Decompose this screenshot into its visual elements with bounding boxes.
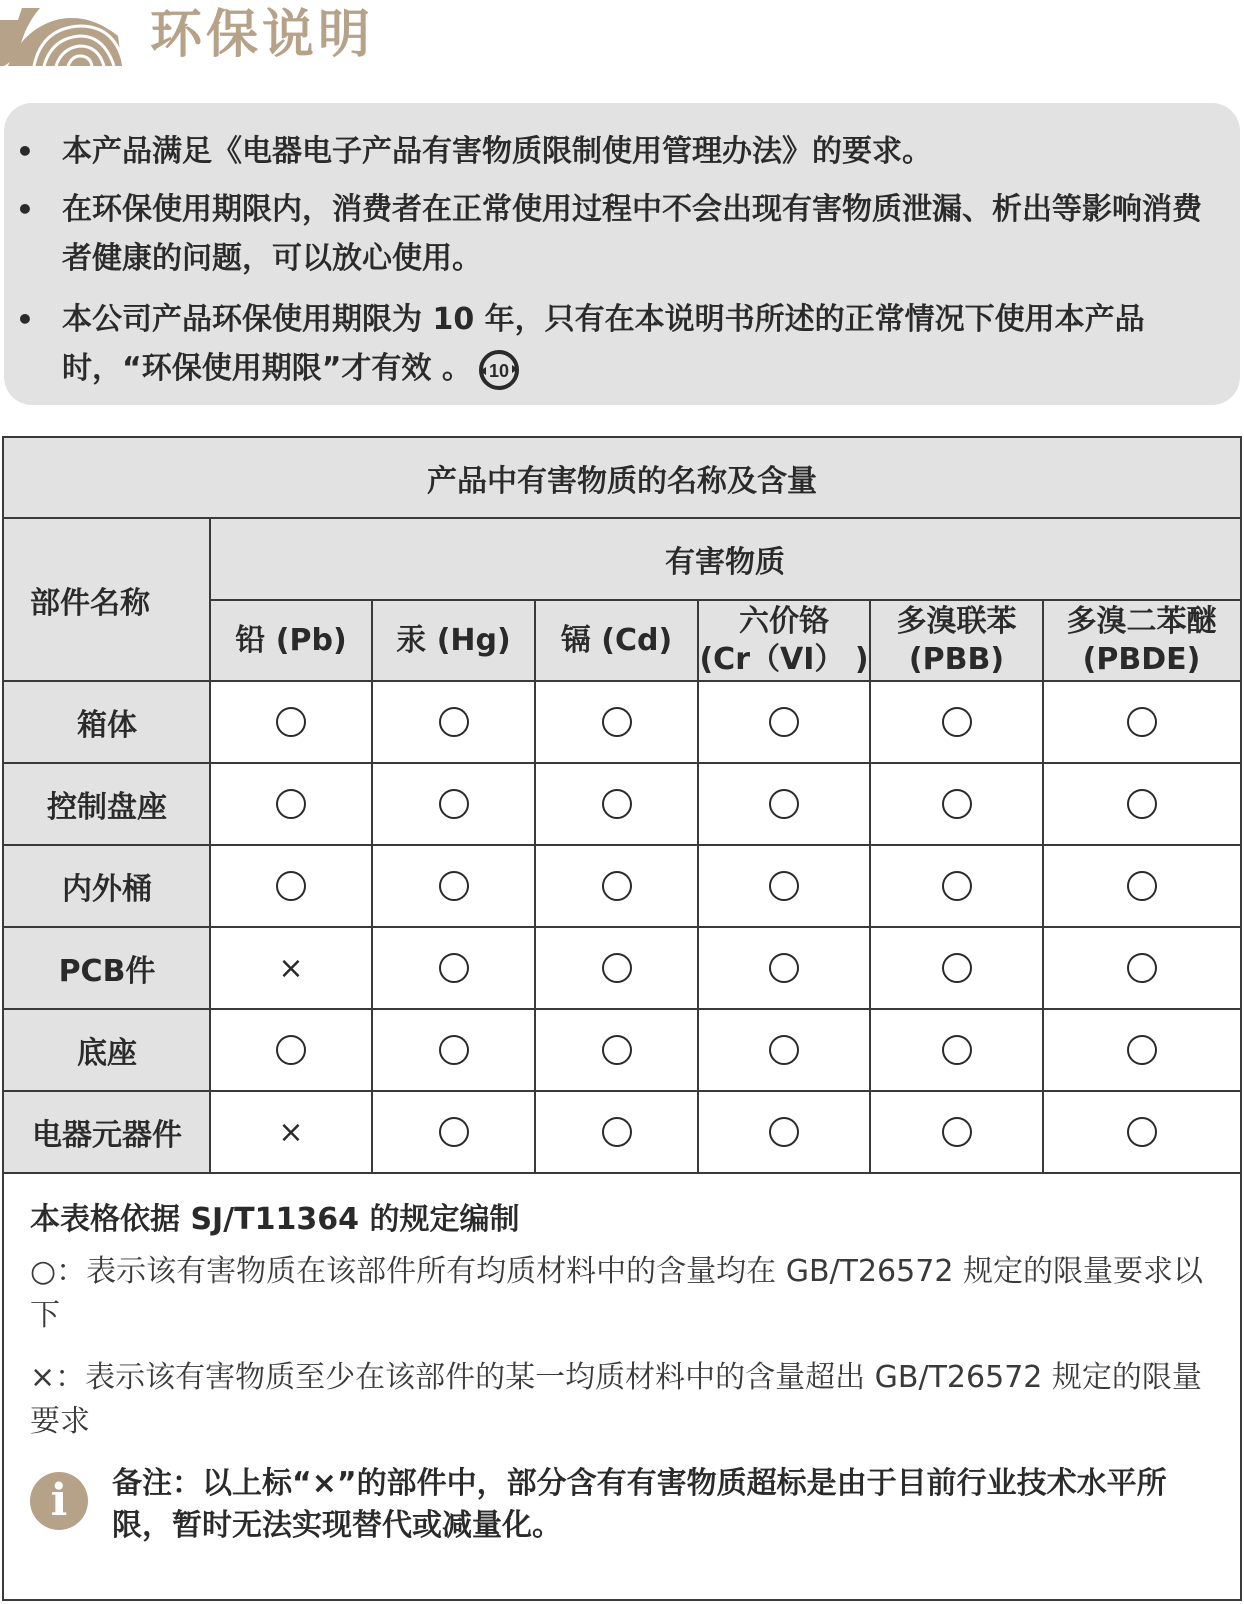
eco-period-10-badge-icon [478, 349, 520, 391]
compliant-circle-icon [1127, 789, 1157, 819]
column-header-text: 镉 (Cd) [560, 622, 673, 658]
badge-label: 10 [488, 360, 509, 381]
table-divider [4, 926, 1240, 928]
bullet-icon: • [16, 303, 34, 336]
substance-value-cell [1043, 1009, 1240, 1091]
table-divider [4, 762, 1240, 764]
compliant-circle-icon [602, 1117, 632, 1147]
compliant-circle-icon [439, 1117, 469, 1147]
info-icon-glyph: i [50, 1475, 68, 1526]
table-divider [1042, 600, 1044, 1173]
compliant-circle-icon [439, 871, 469, 901]
compliant-circle-icon [439, 953, 469, 983]
compliant-circle-icon [602, 707, 632, 737]
compliant-circle-icon [1127, 871, 1157, 901]
compliant-circle-icon [942, 953, 972, 983]
hazardous-substance-table [2, 436, 1242, 1601]
substance-value-cell [698, 1091, 870, 1173]
page-title: 环保说明 [150, 5, 375, 65]
part-name-text: 电器元器件 [32, 1118, 182, 1153]
substance-value-cell [698, 845, 870, 927]
exceeds-cross-icon: × [278, 1114, 304, 1150]
compliant-circle-icon [1127, 1117, 1157, 1147]
substance-value-cell [535, 927, 698, 1009]
substance-value-cell [1043, 763, 1240, 845]
compliant-circle-icon [942, 707, 972, 737]
table-divider [4, 1090, 1240, 1092]
compliant-circle-icon [769, 789, 799, 819]
table-divider [869, 600, 871, 1173]
substance-value-cell [870, 845, 1043, 927]
column-header-text: 多溴二苯醚 [1066, 603, 1217, 639]
substance-value-cell [870, 927, 1043, 1009]
column-header-text: (Cr（VI） ) [699, 641, 869, 677]
compliant-circle-icon [602, 871, 632, 901]
substance-value-cell [372, 1009, 535, 1091]
substance-value-cell [1043, 845, 1240, 927]
table-divider [209, 518, 211, 1173]
table-divider [4, 844, 1240, 846]
part-name-text: 底座 [77, 1036, 137, 1071]
substance-value-cell [698, 681, 870, 763]
table-title [4, 438, 1240, 518]
substance-value-cell [535, 1009, 698, 1091]
substance-value-cell [1043, 681, 1240, 763]
part-name-cell [4, 845, 210, 927]
part-name-cell [4, 681, 210, 763]
compliant-circle-icon [439, 789, 469, 819]
exceeds-cross-icon: × [278, 950, 304, 986]
compliant-circle-icon [942, 1035, 972, 1065]
brand-logo-icon [0, 0, 130, 70]
substance-header [210, 518, 1240, 600]
substance-value-cell [870, 1091, 1043, 1173]
compliant-circle-icon [942, 1117, 972, 1147]
compliant-circle-icon [942, 789, 972, 819]
column-header-text: 六价铬 [739, 603, 829, 639]
substance-value-cell [210, 681, 372, 763]
compliant-circle-icon [1127, 707, 1157, 737]
table-divider [371, 600, 373, 1173]
substance-value-cell [210, 763, 372, 845]
table-divider [4, 1172, 1240, 1174]
substance-value-cell [535, 845, 698, 927]
part-name-text: 内外桶 [62, 872, 152, 907]
substance-value-cell [535, 681, 698, 763]
compliant-circle-icon [276, 871, 306, 901]
column-header-text: (PBDE) [1082, 641, 1201, 677]
compliant-circle-icon [1127, 1035, 1157, 1065]
notice-item-text [62, 295, 1212, 393]
compliant-circle-icon [439, 1035, 469, 1065]
substance-value-cell [870, 763, 1043, 845]
column-header-text: 铅 (Pb) [235, 622, 347, 658]
substance-value-cell [698, 927, 870, 1009]
compliant-circle-icon [602, 789, 632, 819]
column-header [372, 600, 535, 681]
table-divider [697, 600, 699, 1173]
notice-item-text: 本产品满足《电器电子产品有害物质限制使用管理办法》的要求。 [62, 134, 932, 169]
compliant-circle-icon [769, 1035, 799, 1065]
substance-value-cell [535, 1091, 698, 1173]
notice-item-text-content: 本公司产品环保使用期限为 10 年，只有在本说明书所述的正常情况下使用本产品时，“环保使用期限”才有效 。 [62, 302, 1145, 386]
notice-item-text: 在环保使用期限内，消费者在正常使用过程中不会出现有害物质泄漏、析出等影响消费者健康的问题，可以放心使用。 [62, 192, 1202, 276]
part-name-text: 控制盘座 [47, 790, 167, 825]
column-header-text: 汞 (Hg) [396, 622, 511, 658]
environmental-notice-panel [4, 103, 1240, 405]
part-name-text: PCB件 [58, 954, 156, 989]
part-name-cell [4, 1009, 210, 1091]
substance-value-cell [535, 763, 698, 845]
substance-value-cell [372, 763, 535, 845]
substance-value-cell [870, 1009, 1043, 1091]
compliant-circle-icon [602, 953, 632, 983]
table-divider [4, 517, 1240, 519]
table-divider [4, 1008, 1240, 1010]
remark-note: 备注：以上标“×”的部件中，部分含有有害物质超标是由于目前行业技术水平所限，暂时无法实现替代或减量化。 [112, 1466, 1167, 1543]
substance-value-cell [210, 845, 372, 927]
substance-value-cell [870, 681, 1043, 763]
compliant-circle-icon [276, 707, 306, 737]
compliant-circle-icon [1127, 953, 1157, 983]
substance-value-cell [210, 1009, 372, 1091]
bullet-icon: • [16, 193, 34, 226]
compliant-circle-icon [602, 1035, 632, 1065]
cross-symbol-note: ×：表示该有害物质至少在该部件的某一均质材料中的含量超出 GB/T26572 规定的限量要求 [30, 1360, 1202, 1439]
part-name-cell [4, 927, 210, 1009]
compliant-circle-icon [942, 871, 972, 901]
compliant-circle-icon [769, 953, 799, 983]
substance-value-cell [1043, 927, 1240, 1009]
info-icon [30, 1472, 88, 1530]
substance-value-cell [698, 1009, 870, 1091]
column-header [698, 600, 870, 681]
table-divider [210, 599, 1240, 601]
compliant-circle-icon [276, 1035, 306, 1065]
compliant-circle-icon [769, 707, 799, 737]
bullet-icon: • [16, 135, 34, 168]
part-name-text: 箱体 [77, 708, 137, 743]
substance-value-cell [698, 763, 870, 845]
substance-value-cell [372, 845, 535, 927]
page-header [0, 0, 1244, 80]
table-divider [4, 680, 1240, 682]
column-header [210, 600, 372, 681]
part-name-cell [4, 763, 210, 845]
compliant-circle-icon [769, 1117, 799, 1147]
column-header-text: (PBB) [908, 641, 1005, 677]
circle-symbol-note: ○：表示该有害物质在该部件所有均质材料中的含量均在 GB/T26572 规定的限量要求以下 [30, 1254, 1203, 1333]
substance-value-cell [372, 1091, 535, 1173]
substance-header-text: 有害物质 [665, 545, 785, 580]
column-header [870, 600, 1043, 681]
substance-value-cell [372, 681, 535, 763]
table-basis-note: 本表格依据 SJ/T11364 的规定编制 [30, 1202, 520, 1237]
part-name-header-text: 部件名称 [30, 585, 150, 621]
column-header-text: 多溴联苯 [896, 603, 1017, 639]
table-divider [534, 600, 536, 1173]
compliant-circle-icon [276, 789, 306, 819]
column-header [535, 600, 698, 681]
substance-value-cell [372, 927, 535, 1009]
part-name-header [4, 518, 210, 681]
substance-value-cell [210, 1091, 372, 1173]
part-name-cell [4, 1091, 210, 1173]
column-header [1043, 600, 1240, 681]
compliant-circle-icon [769, 871, 799, 901]
substance-value-cell [1043, 1091, 1240, 1173]
substance-value-cell [210, 927, 372, 1009]
table-title-text: 产品中有害物质的名称及含量 [427, 464, 817, 499]
compliant-circle-icon [439, 707, 469, 737]
